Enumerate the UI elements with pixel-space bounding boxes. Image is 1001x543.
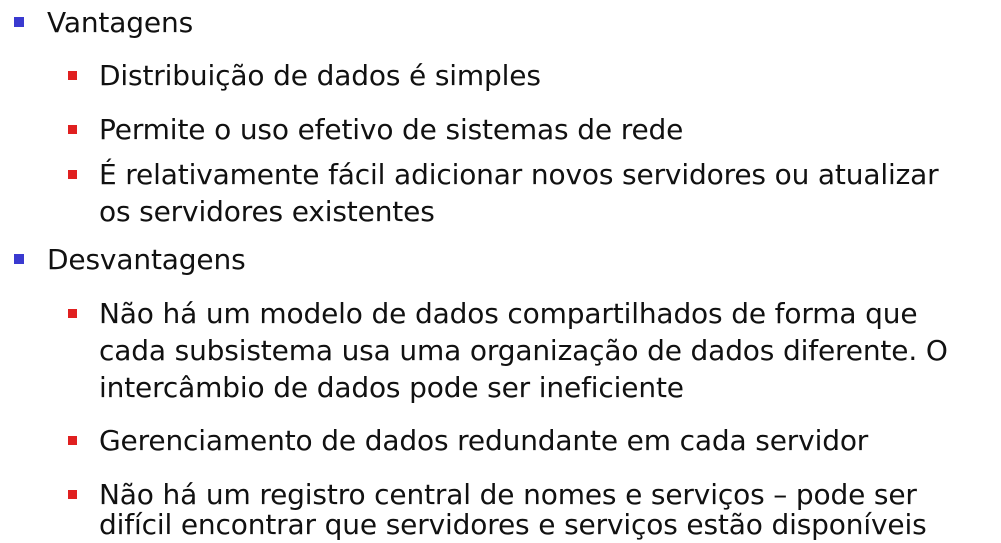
list-item-line: Permite o uso efetivo de sistemas de rede (99, 113, 684, 146)
list-item-line: Gerenciamento de dados redundante em cada servidor (99, 424, 869, 457)
level2-bullet-icon (68, 170, 77, 179)
level2-bullet-icon (68, 125, 77, 134)
level1-bullet-icon (14, 254, 24, 264)
list-item-line: cada subsistema usa uma organização de dados diferente. O (99, 334, 948, 367)
list-item-line: difícil encontrar que servidores e serviços estão disponíveis (99, 508, 927, 541)
level2-bullet-icon (68, 436, 77, 445)
level2-bullet-icon (68, 490, 77, 499)
list-item-line: Não há um modelo de dados compartilhados de forma que (99, 297, 918, 330)
section-heading-desvantagens: Desvantagens (47, 243, 246, 276)
level2-bullet-icon (68, 71, 77, 80)
section-heading-vantagens: Vantagens (47, 6, 194, 39)
level1-bullet-icon (14, 17, 24, 27)
list-item-line: É relativamente fácil adicionar novos servidores ou atualizar (99, 158, 939, 191)
list-item-line: Distribuição de dados é simples (99, 59, 541, 92)
list-item-line: os servidores existentes (99, 195, 435, 228)
list-item-line: Não há um registro central de nomes e serviços – pode ser (99, 478, 917, 511)
level2-bullet-icon (68, 309, 77, 318)
list-item-line: intercâmbio de dados pode ser ineficiente (99, 371, 684, 404)
